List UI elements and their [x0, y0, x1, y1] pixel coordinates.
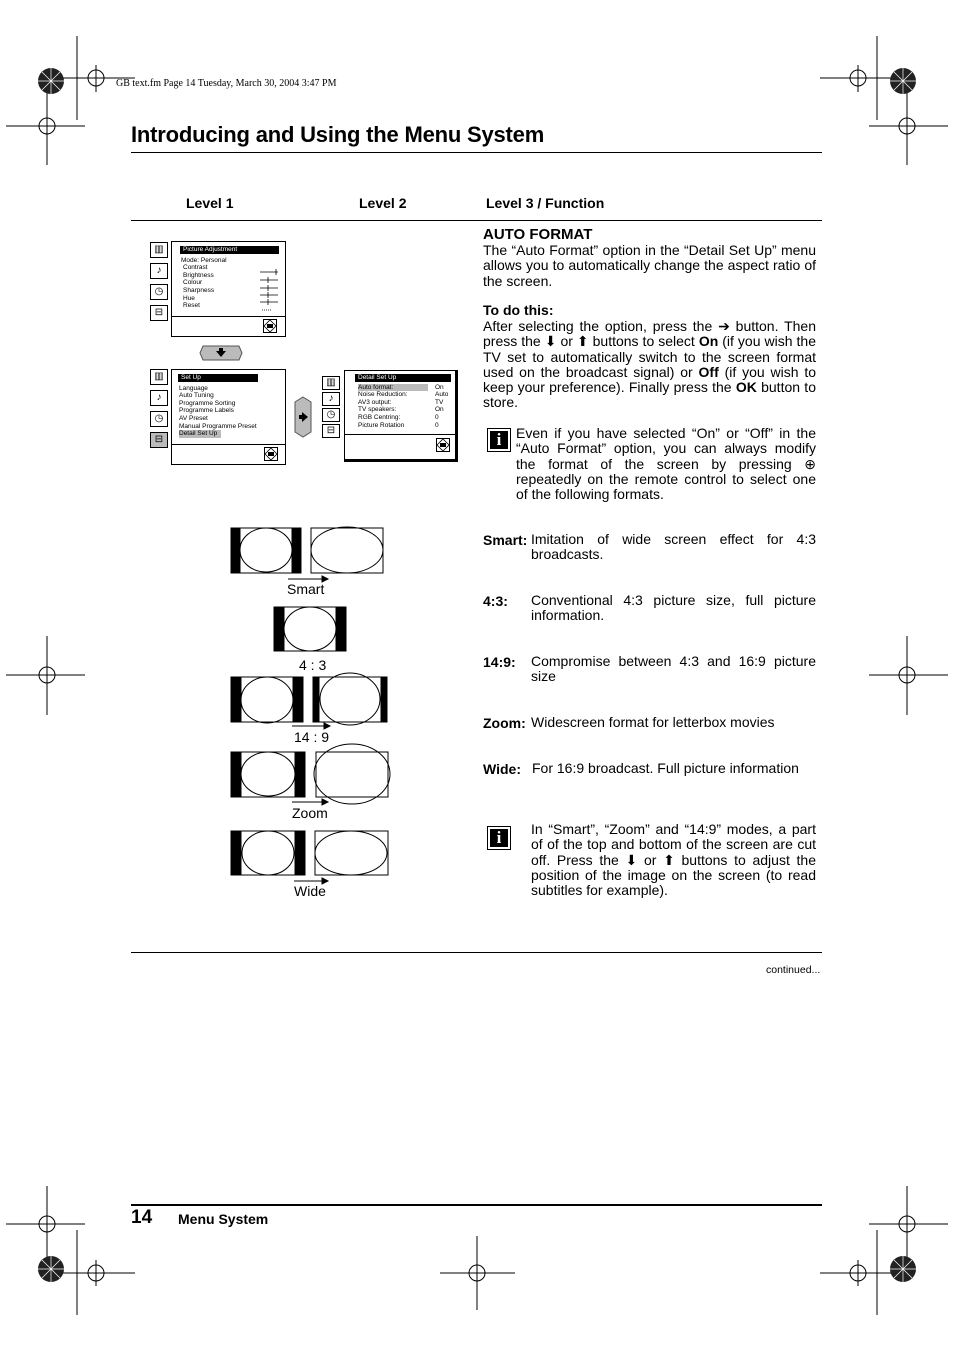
format-desc-zoom: Widescreen format for letterbox movies: [531, 714, 775, 730]
info-note-1: Even if you have selected “On” or “Off” in the “Auto Format” option, you can always modify the format of the screen by pressing ⊕ repeatedly on the remote control to select one of the following formats.: [516, 425, 816, 503]
level-1-heading: Level 1: [186, 195, 234, 211]
sound-icon: ♪: [150, 263, 168, 279]
detail-row-picture-rotation[interactable]: Picture Rotation 0: [358, 421, 439, 429]
sound-icon: ♪: [150, 390, 168, 406]
menu-item-hue[interactable]: Hue: [183, 294, 195, 302]
menu-item-detail-set-up[interactable]: Detail Set Up: [179, 430, 221, 438]
info-icon: i: [487, 428, 511, 452]
print-header: GB text.fm Page 14 Tuesday, March 30, 2004 3:47 PM: [116, 78, 337, 89]
caption-14-9: 14 : 9: [294, 729, 330, 745]
menu-item-sharpness[interactable]: Sharpness: [183, 286, 215, 294]
format-label-smart: Smart:: [483, 532, 528, 548]
format-desc-smart: Imitation of wide screen effect for 4:3 broadcasts.: [531, 531, 816, 563]
caption-wide: Wide: [294, 883, 326, 899]
4-3-illustration: [274, 607, 346, 651]
picture-icon: ▥: [150, 242, 168, 258]
menu-item-av-preset[interactable]: AV Preset: [179, 414, 208, 422]
menu-header: Picture Adjustment: [180, 246, 279, 254]
format-label-4-3: 4:3:: [483, 593, 508, 609]
timer-icon: ◷: [322, 408, 340, 422]
smart-illustration: [231, 527, 383, 582]
continued-label: continued...: [766, 964, 821, 976]
menu-mode: Mode: Personal: [181, 256, 227, 264]
menu-item-manual-programme-preset[interactable]: Manual Programme Preset: [179, 422, 257, 430]
menu-item-programme-labels[interactable]: Programme Labels: [179, 407, 234, 415]
ok-nav-icon: [264, 447, 278, 461]
14-9-illustration: [231, 673, 387, 729]
detail-row-tv-speakers[interactable]: TV speakers: On: [358, 406, 444, 414]
caption-zoom: Zoom: [292, 805, 328, 821]
menu-icon-column: [150, 242, 168, 326]
wide-illustration: [231, 831, 388, 884]
setup-icon: ⊟: [322, 424, 340, 438]
info-icon: i: [487, 826, 511, 850]
title-rule: [131, 152, 822, 153]
detail-row-auto-format[interactable]: Auto format: On: [358, 383, 444, 391]
zoom-illustration: [231, 744, 390, 805]
menu-item-language[interactable]: Language: [179, 384, 208, 392]
level-3-heading: Level 3 / Function: [486, 195, 605, 211]
bottom-rule: [131, 952, 822, 953]
format-label-14-9: 14:9:: [483, 654, 516, 670]
format-label-wide: Wide:: [483, 761, 521, 777]
menu-item-auto-tuning[interactable]: Auto Tuning: [179, 392, 214, 400]
picture-icon: ▥: [322, 376, 340, 390]
detail-row-rgb-centring[interactable]: RGB Centring: 0: [358, 413, 439, 421]
down-arrow-button-icon: [199, 345, 243, 361]
caption-smart: Smart: [287, 581, 325, 597]
ok-nav-icon: [436, 438, 450, 452]
menu-item-programme-sorting[interactable]: Programme Sorting: [179, 399, 236, 407]
footer-rule: [131, 1204, 822, 1206]
page-number: 14: [131, 1207, 153, 1228]
setup-icon: ⊟: [150, 432, 168, 448]
detail-row-av3-output[interactable]: AV3 output: TV: [358, 398, 444, 406]
page-title: Introducing and Using the Menu System: [131, 122, 545, 147]
menu-item-colour[interactable]: Colour: [183, 279, 203, 287]
info-note-2: In “Smart”, “Zoom” and “14:9” modes, a part of of the top and bottom of the screen are cut off. Press the ⬇ or ⬆ buttons to adjust the position of the image on the screen (to read subtitles for example).: [531, 821, 816, 899]
menu-item-reset[interactable]: Reset: [183, 302, 200, 310]
level-2-heading: Level 2: [359, 195, 407, 211]
slider-bars: [258, 269, 280, 313]
detail-set-up-menu: [344, 370, 458, 462]
sound-icon: ♪: [322, 392, 340, 406]
set-up-menu: [171, 369, 286, 465]
format-desc-wide: For 16:9 broadcast. Full picture information: [532, 760, 799, 776]
todo-paragraph: After selecting the option, press the ➔ button. Then press the ⬇ or ⬆ buttons to select On (if you wish the TV set to automatically switch to the screen format used on the broadcast signal) or Off (if you wish to keep your preference). Finally press the OK button to store.: [483, 318, 816, 411]
format-label-zoom: Zoom:: [483, 715, 526, 731]
format-illustrations: [228, 520, 392, 900]
setup-icon: ⊟: [150, 305, 168, 321]
picture-adjustment-menu: [171, 241, 286, 337]
format-desc-14-9: Compromise between 4:3 and 16:9 picture size: [531, 653, 816, 685]
menu-header: Detail Set Up: [355, 374, 451, 382]
detail-row-noise-reduction[interactable]: Noise Reduction: Auto: [358, 391, 449, 399]
menu-icon-column-3: [322, 376, 340, 440]
picture-icon: ▥: [150, 369, 168, 385]
auto-format-intro: The “Auto Format” option in the “Detail Set Up” menu allows you to automatically change the aspect ratio of the screen.: [483, 242, 816, 289]
menu-item-brightness[interactable]: Brightness: [183, 271, 214, 279]
format-desc-4-3: Conventional 4:3 picture size, full picture information.: [531, 592, 816, 624]
timer-icon: ◷: [150, 411, 168, 427]
caption-4-3: 4 : 3: [299, 657, 327, 673]
levels-rule: [131, 220, 822, 221]
menu-header: Set Up: [178, 374, 258, 382]
todo-heading: To do this:: [483, 302, 554, 318]
footer-section: Menu System: [178, 1211, 269, 1227]
timer-icon: ◷: [150, 284, 168, 300]
ok-nav-icon: [263, 319, 277, 333]
menu-item-contrast[interactable]: Contrast: [183, 264, 208, 272]
right-arrow-button-icon: [294, 396, 312, 438]
auto-format-heading: AUTO FORMAT: [483, 226, 593, 243]
menu-icon-column-2: [150, 369, 168, 453]
